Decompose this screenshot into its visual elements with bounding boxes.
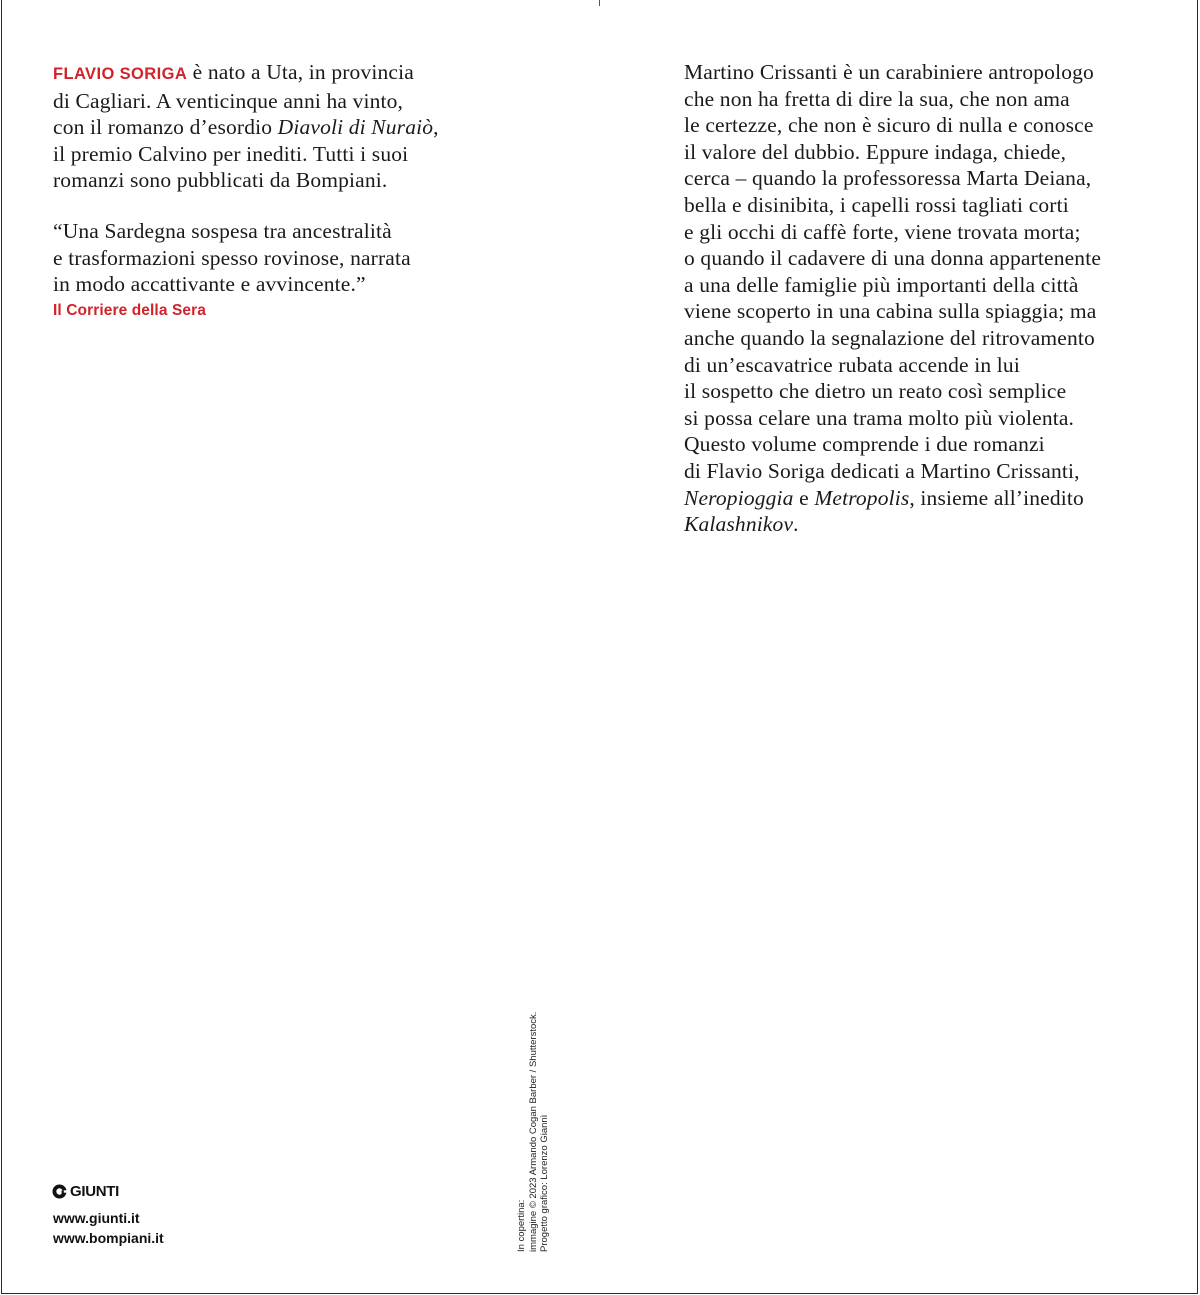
credits-line: Progetto grafico: Lorenzo Giannì — [539, 1114, 550, 1252]
logo-text: GIUNTI — [70, 1183, 120, 1200]
review-quote — [53, 218, 411, 298]
blurb-line: Kalashnikov. — [684, 512, 799, 537]
giunti-logo — [52, 1183, 119, 1200]
bio-line-3: con il romanzo d’esordio Diavoli di Nuraiò, — [53, 115, 439, 140]
website-link-bompiani[interactable]: www.bompiani.it — [53, 1230, 164, 1246]
book-title: Neropioggia — [684, 485, 794, 510]
credits-line: In copertina: — [516, 1199, 527, 1252]
bio-line-4: il premio Calvino per inediti. Tutti i suoi — [53, 141, 409, 166]
blurb-line: di Flavio Soriga dedicati a Martino Crissanti, — [684, 458, 1080, 483]
quote-line: “Una Sardegna sospesa tra ancestralità — [53, 219, 392, 243]
blurb-line: si possa celare una trama molto più violenta. — [684, 405, 1075, 430]
website-link-giunti[interactable]: www.giunti.it — [53, 1210, 140, 1226]
book-title: Diavoli di Nuraiò — [277, 115, 434, 140]
blurb-line: e gli occhi di caffè forte, viene trovata morta; — [684, 219, 1081, 244]
credits-line: immagine © 2023 Armando Cogan Barber / Shutterstock. — [527, 1011, 539, 1252]
blurb-line: che non ha fretta di dire la sua, che non ama — [684, 86, 1070, 111]
author-name: FLAVIO SORIGA — [53, 65, 188, 83]
blurb-line: viene scoperto in una cabina sulla spiaggia; ma — [684, 299, 1097, 324]
cover-credits — [516, 1012, 551, 1252]
book-title: Kalashnikov — [684, 512, 794, 537]
author-bio — [53, 59, 439, 194]
blurb-line: le certezze, che non è sicuro di nulla e conosce — [684, 113, 1094, 138]
quote-line: in modo accattivante e avvincente.” — [53, 272, 366, 297]
quote-line: e trasformazioni spesso rovinose, narrata — [53, 245, 411, 270]
blurb-line: il valore del dubbio. Eppure indaga, chiede, — [684, 139, 1067, 164]
blurb-line: Neropioggia e Metropolis, insieme all’inedito — [684, 485, 1084, 510]
fold-mark — [599, 0, 600, 6]
bio-line-5: romanzi sono pubblicati da Bompiani. — [53, 168, 388, 193]
bio-line-1: FLAVIO SORIGA è nato a Uta, in provincia — [53, 60, 414, 84]
blurb-line: o quando il cadavere di una donna appartenente — [684, 246, 1102, 271]
blurb-line: Martino Crissanti è un carabiniere antropologo — [684, 60, 1094, 84]
book-blurb — [684, 59, 1101, 538]
bio-line-2: di Cagliari. A venticinque anni ha vinto, — [53, 88, 404, 113]
publisher-websites — [53, 1208, 164, 1248]
blurb-line: a una delle famiglie più importanti della città — [684, 272, 1079, 297]
blurb-line: bella e disinibita, i capelli rossi tagliati corti — [684, 192, 1069, 217]
blurb-line: cerca – quando la professoressa Marta Deiana, — [684, 166, 1092, 191]
quote-source: Il Corriere della Sera — [53, 302, 206, 319]
blurb-line: il sospetto che dietro un reato così semplice — [684, 379, 1067, 404]
blurb-line: anche quando la segnalazione del ritrovamento — [684, 325, 1095, 350]
blurb-line: Questo volume comprende i due romanzi — [684, 432, 1045, 457]
giunti-logo-icon — [52, 1184, 67, 1199]
blurb-line: di un’escavatrice rubata accende in lui — [684, 352, 1020, 377]
book-title: Metropolis — [814, 485, 910, 510]
